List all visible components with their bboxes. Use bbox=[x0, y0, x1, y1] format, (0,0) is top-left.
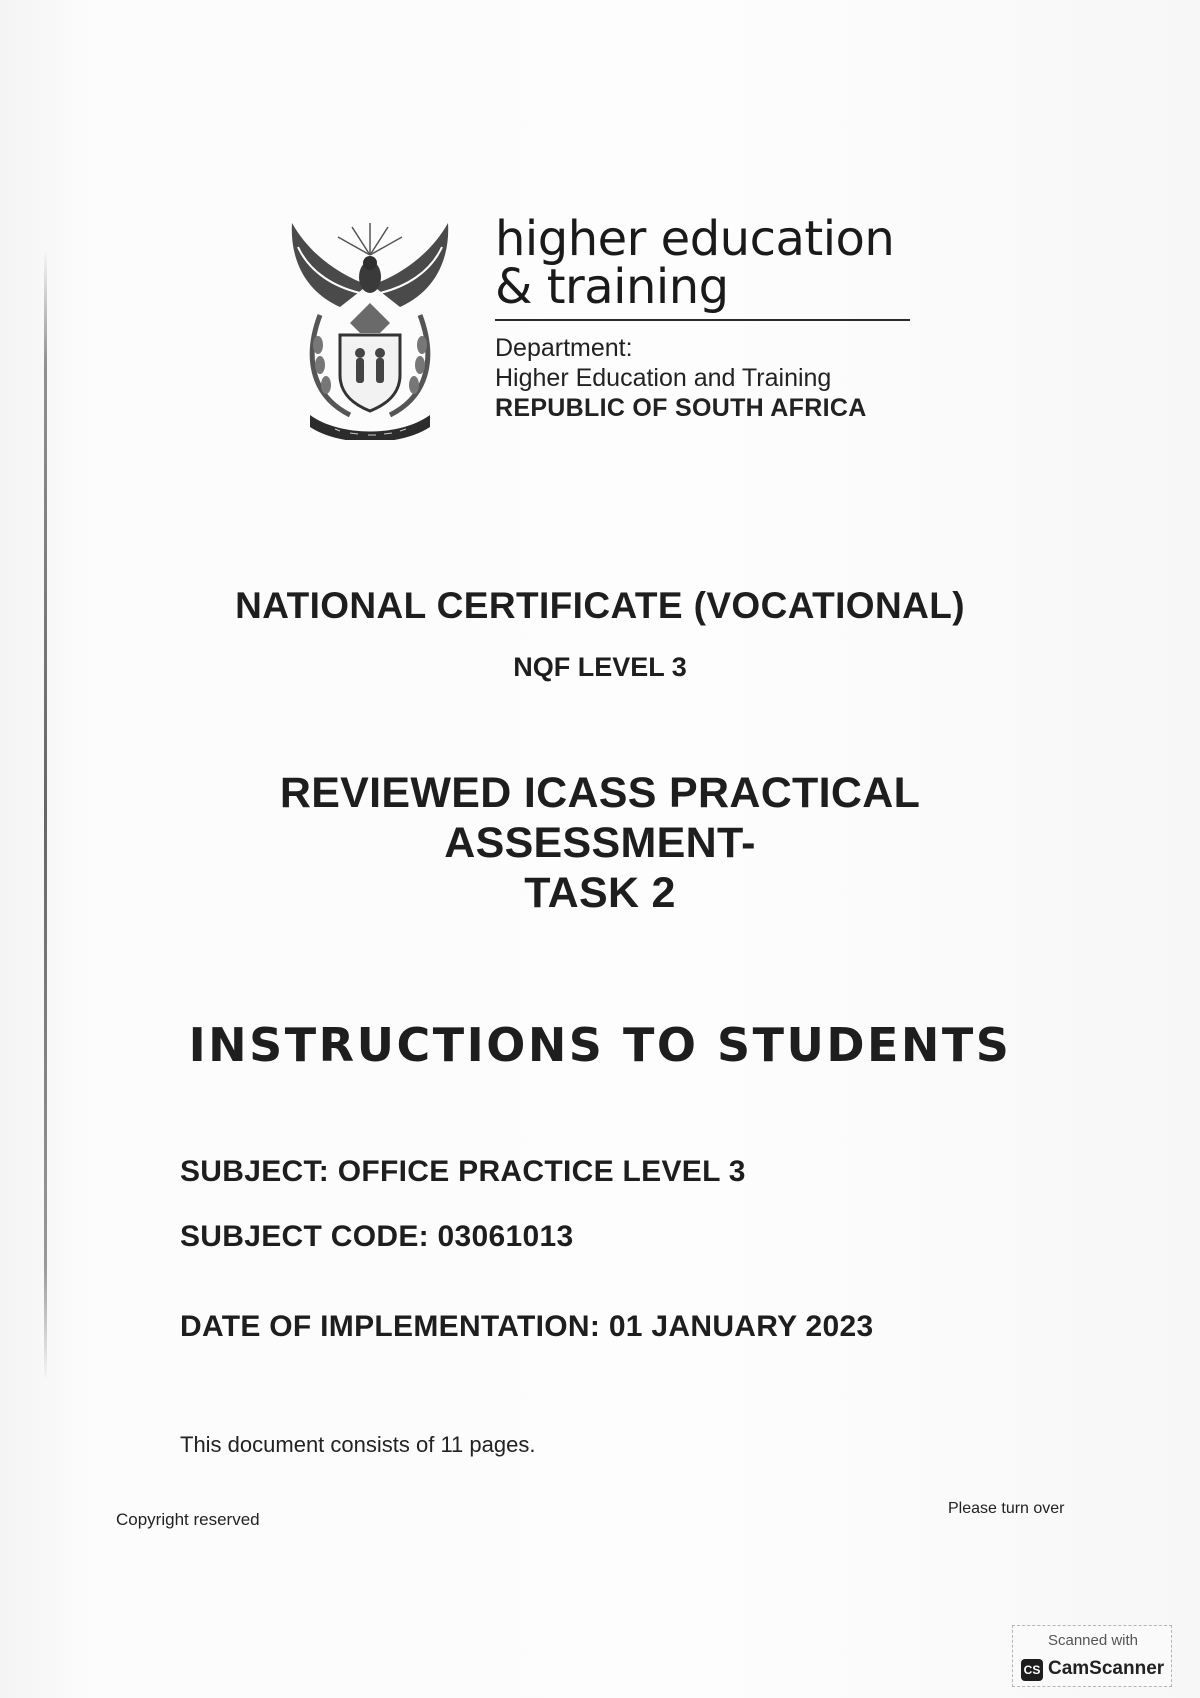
page-count-note: This document consists of 11 pages. bbox=[180, 1432, 536, 1457]
assessment-title-line-3: TASK 2 bbox=[524, 869, 676, 917]
subject-field: SUBJECT: OFFICE PRACTICE LEVEL 3 bbox=[180, 1155, 746, 1188]
camscanner-watermark bbox=[1012, 1625, 1172, 1687]
subject-code-field: SUBJECT CODE: 03061013 bbox=[180, 1220, 574, 1253]
coat-of-arms-icon bbox=[280, 215, 460, 440]
camscanner-name: CamScanner bbox=[1048, 1658, 1165, 1679]
camscanner-logo-icon: CS bbox=[1021, 1659, 1043, 1681]
brand-line-1: higher education bbox=[495, 211, 895, 267]
country-name: REPUBLIC OF SOUTH AFRICA bbox=[495, 394, 867, 422]
brand-line-2: & training bbox=[495, 259, 729, 315]
department-brand bbox=[495, 211, 925, 423]
implementation-date-field: DATE OF IMPLEMENTATION: 01 JANUARY 2023 bbox=[180, 1310, 874, 1343]
instructions-heading: INSTRUCTIONS TO STUDENTS bbox=[188, 1018, 1012, 1072]
assessment-title bbox=[0, 768, 1200, 918]
assessment-title-line-2: ASSESSMENT- bbox=[444, 819, 756, 867]
copyright-notice: Copyright reserved bbox=[116, 1510, 260, 1529]
department-header bbox=[280, 211, 930, 445]
scanned-with-label: Scanned with bbox=[1047, 1632, 1139, 1649]
qualification-title: NATIONAL CERTIFICATE (VOCATIONAL) bbox=[235, 585, 965, 626]
brand-divider bbox=[495, 319, 910, 321]
assessment-title-line-1: REVIEWED ICASS PRACTICAL bbox=[279, 769, 921, 817]
department-name: Higher Education and Training bbox=[495, 364, 832, 392]
nqf-level: NQF LEVEL 3 bbox=[513, 652, 687, 682]
turn-over-note: Please turn over bbox=[948, 1500, 1065, 1517]
department-label: Department: bbox=[495, 334, 633, 362]
